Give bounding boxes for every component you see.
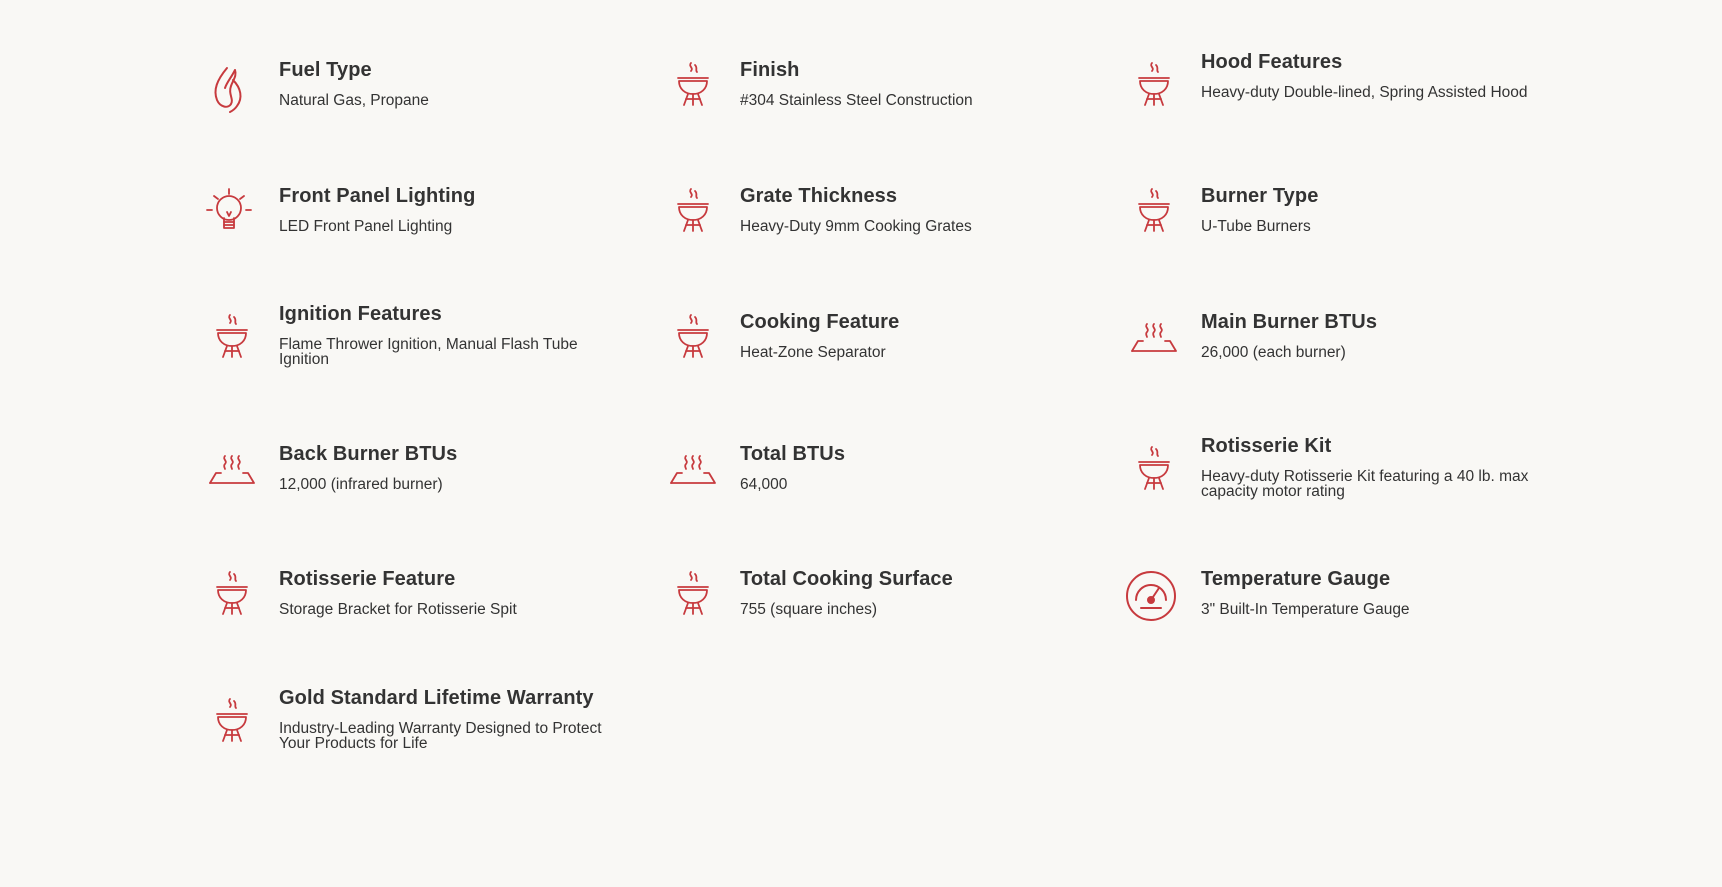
feature-back-burner-btus — [203, 442, 613, 532]
feature-text — [279, 686, 609, 751]
feature-text — [1201, 310, 1531, 360]
grill-icon — [664, 58, 722, 116]
feature-ignition-features — [203, 303, 613, 400]
feature-title: Total BTUs — [740, 443, 846, 465]
feature-description: Flame Thrower Ignition, Manual Flash Tube Ignition — [279, 336, 578, 368]
feature-description: Heavy-duty Double-lined, Spring Assisted Hood — [1201, 84, 1528, 101]
feature-title: Rotisserie Kit — [1201, 435, 1332, 457]
feature-title: Ignition Features — [279, 303, 442, 325]
feature-text — [1201, 567, 1531, 617]
feature-text — [1201, 50, 1531, 100]
feature-description: 12,000 (infrared burner) — [279, 476, 443, 493]
feature-temperature-gauge — [1125, 567, 1535, 657]
feature-text — [740, 58, 1070, 108]
lightbulb-icon — [203, 184, 261, 242]
feature-description: #304 Stainless Steel Construction — [740, 92, 973, 109]
feature-text — [740, 442, 1070, 492]
feature-title: Burner Type — [1201, 185, 1319, 207]
feature-text — [279, 58, 609, 108]
heat-surface-icon — [1125, 310, 1183, 368]
gauge-icon — [1125, 567, 1183, 625]
feature-description: 64,000 — [740, 476, 788, 493]
feature-description: Heavy-Duty 9mm Cooking Grates — [740, 218, 972, 235]
feature-text — [279, 184, 609, 234]
feature-description: U-Tube Burners — [1201, 218, 1311, 235]
feature-description: Industry-Leading Warranty Designed to Protect Your Products for Life — [279, 720, 602, 752]
feature-title: Total Cooking Surface — [740, 568, 953, 590]
feature-rotisserie-kit — [1125, 435, 1535, 532]
feature-title: Back Burner BTUs — [279, 443, 458, 465]
feature-text — [740, 310, 1070, 360]
feature-description: 755 (square inches) — [740, 601, 877, 618]
feature-description: LED Front Panel Lighting — [279, 218, 453, 235]
feature-title: Temperature Gauge — [1201, 568, 1391, 590]
feature-text — [1201, 184, 1531, 234]
feature-title: Hood Features — [1201, 51, 1343, 73]
flame-icon — [203, 58, 261, 116]
feature-description: Storage Bracket for Rotisserie Spit — [279, 601, 517, 618]
grill-icon — [203, 567, 261, 625]
feature-text — [740, 184, 1070, 234]
feature-front-panel-lighting — [203, 184, 613, 274]
grill-icon — [664, 310, 722, 368]
feature-total-btus — [664, 442, 1074, 532]
feature-burner-type — [1125, 184, 1535, 274]
grill-icon — [1125, 442, 1183, 500]
heat-surface-icon — [664, 442, 722, 500]
feature-title: Cooking Feature — [740, 311, 900, 333]
feature-text — [279, 567, 609, 617]
feature-warranty — [203, 687, 613, 784]
feature-description: 26,000 (each burner) — [1201, 344, 1346, 361]
feature-title: Gold Standard Lifetime Warranty — [279, 687, 594, 709]
feature-title: Fuel Type — [279, 59, 372, 81]
feature-cooking-feature — [664, 310, 1074, 400]
feature-description: Heat-Zone Separator — [740, 344, 886, 361]
feature-description: Natural Gas, Propane — [279, 92, 429, 109]
feature-text — [1201, 434, 1531, 499]
feature-grate-thickness — [664, 184, 1074, 274]
feature-main-burner-btus — [1125, 310, 1535, 400]
feature-title: Grate Thickness — [740, 185, 898, 207]
heat-surface-icon — [203, 442, 261, 500]
feature-finish — [664, 58, 1074, 148]
grill-icon — [203, 310, 261, 368]
grill-icon — [1125, 184, 1183, 242]
grill-icon — [203, 694, 261, 752]
feature-text — [279, 442, 609, 492]
feature-description: Heavy-duty Rotisserie Kit featuring a 40 lb. max capacity motor rating — [1201, 468, 1529, 500]
feature-title: Main Burner BTUs — [1201, 311, 1378, 333]
feature-description: 3" Built-In Temperature Gauge — [1201, 601, 1410, 618]
grill-icon — [664, 567, 722, 625]
feature-hood-features — [1125, 51, 1535, 148]
feature-text — [279, 302, 609, 367]
feature-total-cooking-surface — [664, 567, 1074, 657]
feature-rotisserie-feature — [203, 567, 613, 657]
feature-title: Finish — [740, 59, 800, 81]
feature-title: Rotisserie Feature — [279, 568, 456, 590]
grill-icon — [664, 184, 722, 242]
grill-icon — [1125, 58, 1183, 116]
feature-fuel-type — [203, 58, 613, 148]
feature-text — [740, 567, 1070, 617]
feature-title: Front Panel Lighting — [279, 185, 476, 207]
